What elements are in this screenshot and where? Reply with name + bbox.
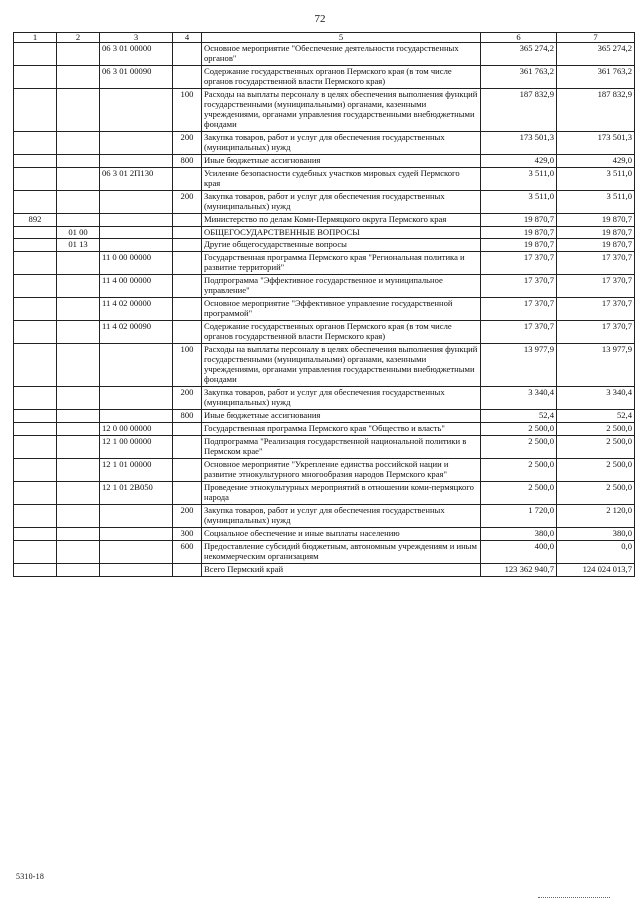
section-code-cell <box>57 435 100 458</box>
description-cell: Государственная программа Пермского края "Региональная политика и развитие территорий" <box>202 252 481 275</box>
expense-type-cell: 200 <box>173 131 202 154</box>
section-code-cell <box>57 213 100 226</box>
table-header-row <box>14 33 635 43</box>
description-cell: Усиление безопасности судебных участков мировых судей Пермского края <box>202 167 481 190</box>
amount-2018-cell: 13 977,9 <box>481 344 557 387</box>
amount-2018-cell: 361 763,2 <box>481 65 557 88</box>
section-code-cell <box>57 190 100 213</box>
section-code-cell <box>57 458 100 481</box>
amount-2019-cell: 3 340,4 <box>557 387 635 410</box>
budget-table <box>13 32 635 577</box>
amount-2018-cell: 187 832,9 <box>481 88 557 131</box>
target-article-cell: 11 4 02 00090 <box>100 321 173 344</box>
target-article-cell: 11 4 00 00000 <box>100 275 173 298</box>
ministry-code-cell <box>14 321 57 344</box>
description-cell: Иные бюджетные ассигнования <box>202 410 481 423</box>
amount-2019-cell: 19 870,7 <box>557 239 635 252</box>
description-cell: Государственная программа Пермского края "Общество и власть" <box>202 422 481 435</box>
column-header-3: 3 <box>100 33 173 43</box>
amount-2018-cell: 3 340,4 <box>481 387 557 410</box>
table-row <box>14 458 635 481</box>
expense-type-cell: 800 <box>173 410 202 423</box>
amount-2019-cell: 187 832,9 <box>557 88 635 131</box>
ministry-code-cell <box>14 435 57 458</box>
ministry-code-cell <box>14 527 57 540</box>
ministry-code-cell <box>14 252 57 275</box>
ministry-code-cell <box>14 410 57 423</box>
description-cell: Предоставление субсидий бюджетным, автономным учреждениям и иным некоммерческим организациям <box>202 540 481 563</box>
table-row <box>14 88 635 131</box>
section-code-cell <box>57 88 100 131</box>
ministry-code-cell <box>14 458 57 481</box>
amount-2019-cell: 52,4 <box>557 410 635 423</box>
section-code-cell <box>57 167 100 190</box>
target-article-cell <box>100 190 173 213</box>
target-article-cell: 12 0 00 00000 <box>100 422 173 435</box>
table-row <box>14 540 635 563</box>
target-article-cell <box>100 88 173 131</box>
table-row <box>14 344 635 387</box>
amount-2019-cell: 365 274,2 <box>557 43 635 66</box>
expense-type-cell: 600 <box>173 540 202 563</box>
amount-2018-cell: 2 500,0 <box>481 422 557 435</box>
expense-type-cell <box>173 458 202 481</box>
ministry-code-cell <box>14 239 57 252</box>
ministry-code-cell <box>14 298 57 321</box>
section-code-cell <box>57 527 100 540</box>
description-cell: Закупка товаров, работ и услуг для обеспечения государственных (муниципальных) нужд <box>202 387 481 410</box>
amount-2019-cell: 13 977,9 <box>557 344 635 387</box>
expense-type-cell: 100 <box>173 88 202 131</box>
section-code-cell <box>57 154 100 167</box>
amount-2019-cell: 19 870,7 <box>557 226 635 239</box>
target-article-cell <box>100 563 173 576</box>
section-code-cell <box>57 540 100 563</box>
amount-2018-cell: 17 370,7 <box>481 321 557 344</box>
document-code: 5310-18 <box>16 872 45 881</box>
amount-2019-cell: 361 763,2 <box>557 65 635 88</box>
section-code-cell <box>57 410 100 423</box>
expense-type-cell <box>173 481 202 504</box>
amount-2019-cell: 19 870,7 <box>557 213 635 226</box>
column-header-2: 2 <box>57 33 100 43</box>
ministry-code-cell <box>14 387 57 410</box>
column-header-6: 6 <box>481 33 557 43</box>
table-row <box>14 190 635 213</box>
expense-type-cell <box>173 275 202 298</box>
table-row <box>14 504 635 527</box>
ministry-code-cell <box>14 422 57 435</box>
ministry-code-cell <box>14 88 57 131</box>
amount-2019-cell: 17 370,7 <box>557 275 635 298</box>
table-row <box>14 387 635 410</box>
description-cell: Закупка товаров, работ и услуг для обеспечения государственных (муниципальных) нужд <box>202 131 481 154</box>
amount-2019-cell: 173 501,3 <box>557 131 635 154</box>
table-row <box>14 321 635 344</box>
amount-2018-cell: 3 511,0 <box>481 167 557 190</box>
ministry-code-cell <box>14 43 57 66</box>
description-cell: Министерство по делам Коми-Пермяцкого округа Пермского края <box>202 213 481 226</box>
section-code-cell <box>57 43 100 66</box>
expense-type-cell: 800 <box>173 154 202 167</box>
ministry-code-cell <box>14 167 57 190</box>
target-article-cell: 12 1 01 2В050 <box>100 481 173 504</box>
amount-2019-cell: 2 500,0 <box>557 481 635 504</box>
target-article-cell <box>100 213 173 226</box>
expense-type-cell <box>173 65 202 88</box>
column-header-5: 5 <box>202 33 481 43</box>
section-code-cell <box>57 298 100 321</box>
ministry-code-cell <box>14 504 57 527</box>
description-cell: Другие общегосударственные вопросы <box>202 239 481 252</box>
section-code-cell: 01 13 <box>57 239 100 252</box>
expense-type-cell <box>173 422 202 435</box>
table-row <box>14 252 635 275</box>
expense-type-cell <box>173 226 202 239</box>
expense-type-cell: 200 <box>173 387 202 410</box>
target-article-cell <box>100 387 173 410</box>
amount-2018-cell: 380,0 <box>481 527 557 540</box>
section-code-cell <box>57 422 100 435</box>
target-article-cell: 11 4 02 00000 <box>100 298 173 321</box>
description-cell: Социальное обеспечение и иные выплаты населению <box>202 527 481 540</box>
amount-2019-cell: 2 500,0 <box>557 458 635 481</box>
column-header-4: 4 <box>173 33 202 43</box>
ministry-code-cell <box>14 481 57 504</box>
ministry-code-cell <box>14 540 57 563</box>
section-code-cell <box>57 344 100 387</box>
table-row <box>14 239 635 252</box>
amount-2018-cell: 52,4 <box>481 410 557 423</box>
amount-2018-cell: 19 870,7 <box>481 226 557 239</box>
amount-2019-cell: 2 120,0 <box>557 504 635 527</box>
amount-2019-cell: 3 511,0 <box>557 167 635 190</box>
target-article-cell: 06 3 01 00090 <box>100 65 173 88</box>
expense-type-cell <box>173 252 202 275</box>
section-code-cell <box>57 504 100 527</box>
section-code-cell <box>57 321 100 344</box>
amount-2019-cell: 17 370,7 <box>557 252 635 275</box>
section-code-cell <box>57 252 100 275</box>
target-article-cell <box>100 344 173 387</box>
page-number: 72 <box>314 13 326 25</box>
amount-2018-cell: 17 370,7 <box>481 275 557 298</box>
section-code-cell <box>57 131 100 154</box>
amount-2018-cell: 19 870,7 <box>481 213 557 226</box>
description-cell: Закупка товаров, работ и услуг для обеспечения государственных (муниципальных) нужд <box>202 504 481 527</box>
table-row <box>14 275 635 298</box>
expense-type-cell <box>173 298 202 321</box>
expense-type-cell <box>173 563 202 576</box>
target-article-cell: 12 1 00 00000 <box>100 435 173 458</box>
expense-type-cell <box>173 435 202 458</box>
amount-2018-cell: 123 362 940,7 <box>481 563 557 576</box>
section-code-cell: 01 00 <box>57 226 100 239</box>
target-article-cell: 11 0 00 00000 <box>100 252 173 275</box>
amount-2018-cell: 3 511,0 <box>481 190 557 213</box>
table-row <box>14 410 635 423</box>
table-row <box>14 167 635 190</box>
target-article-cell <box>100 226 173 239</box>
target-article-cell <box>100 239 173 252</box>
expense-type-cell <box>173 167 202 190</box>
amount-2018-cell: 400,0 <box>481 540 557 563</box>
description-cell: Всего Пермский край <box>202 563 481 576</box>
expense-type-cell <box>173 213 202 226</box>
expense-type-cell <box>173 239 202 252</box>
section-code-cell <box>57 481 100 504</box>
table-row <box>14 154 635 167</box>
ministry-code-cell <box>14 131 57 154</box>
table-row <box>14 213 635 226</box>
description-cell: Проведение этнокультурных мероприятий в отношении коми-пермяцкого народа <box>202 481 481 504</box>
amount-2018-cell: 2 500,0 <box>481 458 557 481</box>
target-article-cell <box>100 131 173 154</box>
amount-2018-cell: 2 500,0 <box>481 435 557 458</box>
target-article-cell: 12 1 01 00000 <box>100 458 173 481</box>
description-cell: Подпрограмма "Эффективное государственное и муниципальное управление" <box>202 275 481 298</box>
ministry-code-cell <box>14 190 57 213</box>
table-body <box>14 43 635 577</box>
table-row <box>14 298 635 321</box>
description-cell: Иные бюджетные ассигнования <box>202 154 481 167</box>
expense-type-cell <box>173 43 202 66</box>
target-article-cell <box>100 540 173 563</box>
amount-2019-cell: 124 024 013,7 <box>557 563 635 576</box>
amount-2019-cell: 17 370,7 <box>557 298 635 321</box>
description-cell: Расходы на выплаты персоналу в целях обеспечения выполнения функций государственными (муниципальными) органами, казенными учреждениями, органами управления государственными внебюджетными фондами <box>202 344 481 387</box>
table-row <box>14 43 635 66</box>
description-cell: Закупка товаров, работ и услуг для обеспечения государственных (муниципальных) нужд <box>202 190 481 213</box>
amount-2018-cell: 1 720,0 <box>481 504 557 527</box>
expense-type-cell: 100 <box>173 344 202 387</box>
ministry-code-cell <box>14 226 57 239</box>
amount-2018-cell: 2 500,0 <box>481 481 557 504</box>
target-article-cell: 06 3 01 00000 <box>100 43 173 66</box>
target-article-cell <box>100 154 173 167</box>
section-code-cell <box>57 387 100 410</box>
amount-2019-cell: 380,0 <box>557 527 635 540</box>
amount-2018-cell: 19 870,7 <box>481 239 557 252</box>
expense-type-cell: 300 <box>173 527 202 540</box>
table-row <box>14 131 635 154</box>
description-cell: Основное мероприятие "Эффективное управление государственной программой" <box>202 298 481 321</box>
description-cell: Основное мероприятие "Обеспечение деятельности государственных органов" <box>202 43 481 66</box>
description-cell: Подпрограмма "Реализация государственной национальной политики в Пермском крае" <box>202 435 481 458</box>
ministry-code-cell <box>14 275 57 298</box>
table-row <box>14 65 635 88</box>
section-code-cell <box>57 275 100 298</box>
table-row <box>14 435 635 458</box>
table-row <box>14 481 635 504</box>
expense-type-cell <box>173 321 202 344</box>
amount-2019-cell: 429,0 <box>557 154 635 167</box>
amount-2018-cell: 429,0 <box>481 154 557 167</box>
ministry-code-cell <box>14 344 57 387</box>
expense-type-cell: 200 <box>173 190 202 213</box>
amount-2019-cell: 3 511,0 <box>557 190 635 213</box>
amount-2019-cell: 17 370,7 <box>557 321 635 344</box>
table-row <box>14 422 635 435</box>
description-cell: Основное мероприятие "Укрепление единства российской нации и развитие этнокультурного многообразия народов Пермского края" <box>202 458 481 481</box>
amount-2019-cell: 0,0 <box>557 540 635 563</box>
table-row <box>14 563 635 576</box>
section-code-cell <box>57 65 100 88</box>
expense-type-cell: 200 <box>173 504 202 527</box>
column-header-1: 1 <box>14 33 57 43</box>
ministry-code-cell: 892 <box>14 213 57 226</box>
amount-2018-cell: 17 370,7 <box>481 252 557 275</box>
section-code-cell <box>57 563 100 576</box>
target-article-cell <box>100 410 173 423</box>
description-cell: Содержание государственных органов Пермского края (в том числе органов государственной власти Пермского края) <box>202 321 481 344</box>
amount-2018-cell: 17 370,7 <box>481 298 557 321</box>
description-cell: Содержание государственных органов Пермского края (в том числе органов государственной власти Пермского края) <box>202 65 481 88</box>
ministry-code-cell <box>14 154 57 167</box>
description-cell: Расходы на выплаты персоналу в целях обеспечения выполнения функций государственными (муниципальными) органами, казенными учреждениями, органами управления государственными внебюджетными фондами <box>202 88 481 131</box>
target-article-cell <box>100 527 173 540</box>
amount-2019-cell: 2 500,0 <box>557 435 635 458</box>
amount-2018-cell: 365 274,2 <box>481 43 557 66</box>
amount-2018-cell: 173 501,3 <box>481 131 557 154</box>
description-cell: ОБЩЕГОСУДАРСТВЕННЫЕ ВОПРОСЫ <box>202 226 481 239</box>
table-row <box>14 226 635 239</box>
target-article-cell: 06 3 01 2П130 <box>100 167 173 190</box>
ministry-code-cell <box>14 563 57 576</box>
target-article-cell <box>100 504 173 527</box>
amount-2019-cell: 2 500,0 <box>557 422 635 435</box>
column-header-7: 7 <box>557 33 635 43</box>
ministry-code-cell <box>14 65 57 88</box>
scan-edge-mark <box>538 897 610 900</box>
table-row <box>14 527 635 540</box>
